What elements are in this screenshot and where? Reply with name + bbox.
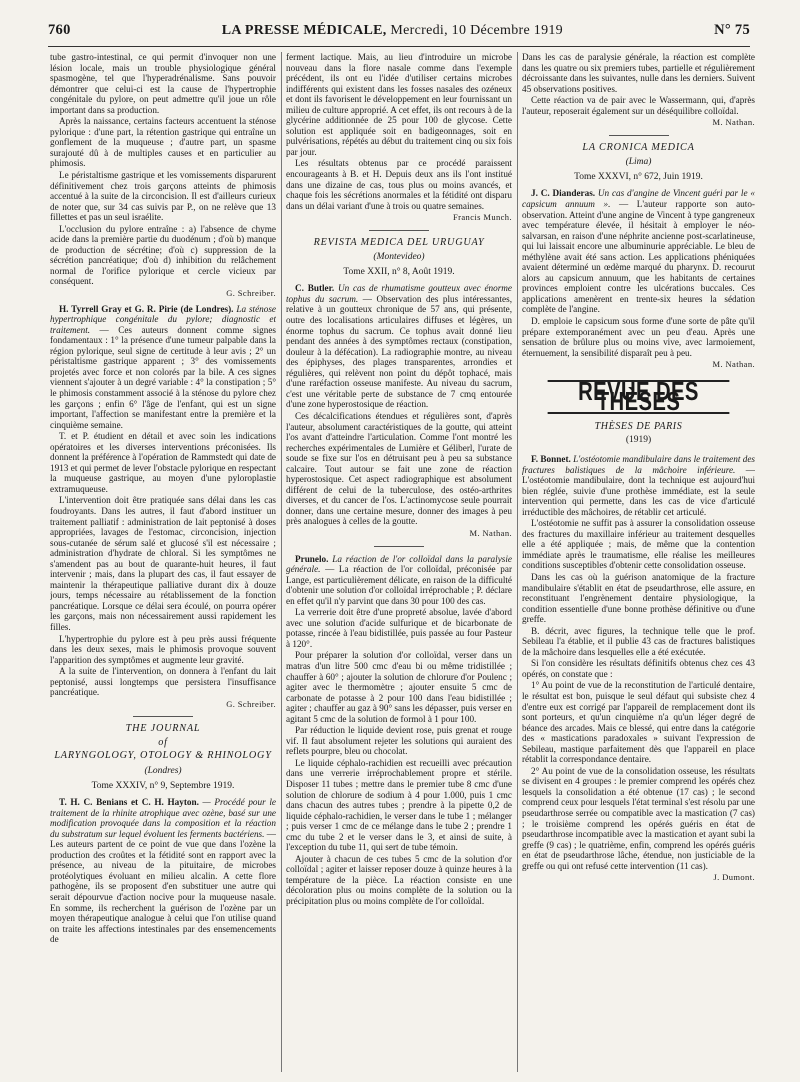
- paragraph: L'intervention doit être pratiquée sans délai dans les cas foudroyants. Dans les autres, il faut d'abord instituer un traitement palliatif : administration de lait peptonisé à doses appropriées, lavages de l'estomac, circoncision, injection sous-cutanée de sérum salé et glucosé s'il est nécessaire ; administration d'hydrate de chloral. Si les symptômes ne s'amendent pas au bout de quarante-huit heures, il faut intervenir ; mais, dans la plupart des cas, il faut essayer de maintenir la thérapeutique palliative durant dix à douze jours, temps nécessaire au rétablissement de la fonction pancréatique. Lorsque ce délai sera écoulé, on pourra opérer les garçons, mais non nécessairement aussi rapidement les filles.: [50, 495, 276, 632]
- paragraph: Dans les cas de paralysie générale, la réaction est complète dans les quatre ou six premiers tubes, partielle et régulièrement décroissante dans les suivantes, nulle dans les derniers. Suivent 45 observations positives.: [522, 52, 755, 94]
- column-3: [522, 52, 755, 1072]
- article: [286, 554, 512, 607]
- issue-number: N° 75: [714, 22, 750, 38]
- journal-volume: Tome XXXIV, n° 9, Septembre 1919.: [91, 780, 235, 791]
- journal-title: REVISTA MEDICA DEL URUGUAY: [313, 236, 485, 248]
- separator: [133, 716, 193, 717]
- article-title: L'ostéotomie mandibulaire dans le traitement des fractures balistiques de la mâchoire inférieure.: [522, 453, 755, 475]
- journal-city: (Lima): [625, 157, 652, 168]
- article-authors: J. C. Dianderas.: [531, 188, 596, 199]
- journal-volume: Tome XXXVI, n° 672, Juin 1919.: [574, 171, 703, 182]
- author-signature: J. Dumont.: [713, 872, 755, 883]
- page-number: 760: [48, 22, 71, 38]
- paragraph: Si l'on considère les résultats définitifs obtenus chez ces 43 opérés, on constate que :: [522, 658, 755, 679]
- paragraph: La verrerie doit être d'une propreté absolue, lavée d'abord avec une solution d'acide sulfurique et de bicarbonate de potasse, rincée à l'eau bidistillée, puis passée au four Pasteur à 120°.: [286, 607, 512, 649]
- author-signature: M. Nathan.: [712, 359, 755, 370]
- author-signature: M. Nathan.: [712, 117, 755, 128]
- article-text: — Les auteurs partent de ce point de vue que dans l'ozène la production des croûtes et la fétidité sont en rapport avec la présence, au niveau de la pituitaire, de microbes protéolytiques évoluant en milieu alcalin. A cette flore pathogène, ils se proposent d'en substituer une autre qui serait dépourvue d'action nocive pour la muqueuse nasale. En somme, ils recherchent la guérison de l'ozène par un moyen thérapeutique analogue à celui que l'on utilise quand on traite les affections intestinales par des ensemencements de: [50, 828, 276, 945]
- article-title: Un cas d'angine de Vincent guéri par le « capsicum annuum ».: [522, 188, 755, 210]
- journal-city: (Montevideo): [373, 252, 425, 263]
- article-text: — Ces auteurs donnent comme signes fondamentaux : 1° la présence d'une tumeur palpable dans la région pylorique, seul signe de certitude à leur avis ; 2° un péristaltisme gastrique apparent ; 3° des vomissements projetés avec force et non colorés par la bile. A ces signes viennent s'ajouter à un degré variable : 4° la constipation ; 5° le phimosis constamment associé à la sténose du pylore chez les garçons ; enfin 6° l'âge de l'enfant, qui est un signe important, l'affection se manifestant entre la première et la cinquième semaine.: [50, 324, 276, 430]
- separator: [609, 135, 669, 136]
- paragraph: T. et P. étudient en détail et avec soin les indications opératoires et les diverses interventions préconisées. Ils donnent la préférence à l'opération de Rammstedt qui date de 1913 et qui permet de lever l'obstacle pylorique en respectant la muqueuse gastrique, au moyen d'une pyloroplastie extramuqueuse.: [50, 431, 276, 494]
- paragraph: Dans les cas où la guérison anatomique de la fracture mandibulaire s'établit en état de pseudarthrose, elle assure, en reconstituant l'engrènement dentaire physiologique, la condition essentielle d'une bonne prothèse définitive ou d'une greffe.: [522, 571, 755, 625]
- author-signature: G. Schreiber.: [226, 698, 276, 709]
- article-title: La réaction de l'or colloïdal dans la paralysie générale.: [286, 553, 512, 575]
- separator: [369, 230, 429, 231]
- article-authors: Prunelo.: [295, 553, 329, 564]
- article: [286, 283, 512, 410]
- article-authors: T. H. C. Benians et C. H. Hayton.: [59, 797, 199, 808]
- running-title: [222, 23, 563, 39]
- article-authors: F. Bonnet.: [531, 453, 571, 464]
- column-2: [286, 52, 512, 1072]
- paragraph: L'occlusion du pylore entraîne : a) l'absence de chyme acide dans la première partie du duodénum ; d'où b) manque de production de sécrétine; d'où c) suppression de la sécrétion pancréatique; d'où d) inhibition du relâchement normal de l'orifice pylorique et cercle vicieux par conséquent.: [50, 223, 276, 287]
- column-1: [50, 52, 276, 1072]
- paragraph: Après la naissance, certains facteurs accentuent la sténose pylorique : d'une part, la rétention gastrique qui entraîne un gonflement de la muqueuse ; d'autre part, un spasme surajouté dû à de multiples causes et en particulier au phimosis.: [50, 116, 276, 169]
- paragraph: 1° Au point de vue de la reconstitution de l'articulé dentaire, le résultat est bon, puisque le seul défaut qui subsiste chez 4 d'entre eux est corrigé par l'appareil de remplacement dont ils sont porteurs, et qu'un cinquième n'a qu'un léger degré de béance des arcades. Mais ce blessé, qui entre dans la catégorie des « mastications paradoxales » suivant l'expression de Sebileau, mastique parfaitement dès que l'appareil en place rétablit la correspondance dentaire.: [522, 680, 755, 765]
- paragraph: L'hypertrophie du pylore est à peu près aussi fréquente dans les deux sexes, mais le phimosis provoque souvent l'apparition des symptômes et augmente leur gravité.: [50, 633, 276, 665]
- paragraph: Cette réaction va de pair avec le Wassermann, qui, d'après l'auteur, reposerait également sur un déséquilibre colloïdal.: [522, 95, 755, 116]
- running-head: [48, 22, 750, 47]
- paragraph: Par réduction le liquide devient rose, puis grenat et rouge vif. Il faut absolument rejeter les solutions qui auraient des reflets pourpre, bleu ou chocolat.: [286, 725, 512, 757]
- paragraph: Les résultats obtenus par ce procédé paraissent encourageants à B. et H. Depuis deux ans ils l'ont institué dans une dizaine de cas, tous plus ou moins avancés, et chaque fois les sécrétions anormales et la fétidité ont disparu dans un délai variant d'une à trois ou quatre semaines.: [286, 158, 512, 211]
- journal-title: THE JOURNAL: [125, 723, 201, 735]
- article: [522, 454, 755, 517]
- issue-date: Mercredi, 10 Décembre 1919: [386, 23, 563, 38]
- paragraph: B. décrit, avec figures, la technique telle que le prof. Sebileau l'a établie, et il publie 43 cas de fractures balistiques de la mâchoire dans lesquelles elle a été exécutée.: [522, 625, 755, 657]
- paragraph: tube gastro-intestinal, ce qui permit d'invoquer non une lésion locale, mais un trouble physiologique général spasmogène, tel que l'hyperadrénalisme. Sans pouvoir démontrer que celui-ci est la cause de l'hypertrophie congénitale du pylore, on peut admettre qu'il joue un rôle important dans sa production.: [50, 52, 276, 115]
- paragraph: Pour préparer la solution d'or colloïdal, verser dans un matras d'un litre 500 cmc d'eau bi ou même tridistillée ; chauffer à 60° ; ajouter la solution de chlorure d'or Poulenc ; agiter avec le thermomètre ; ajouter ensuite 5 cmc de carbonate de potasse à 2 pour 100 dans l'eau bidistillée ; agiter ; chauffer au gaz à 90° sans les dépasser, puis verser en agitant 5 cmc de la solution de formol à 1 pour 100.: [286, 650, 512, 724]
- author-signature: Francis Munch.: [453, 212, 512, 223]
- column-rule: [517, 52, 518, 1072]
- article-text: — La réaction de l'or colloïdal, préconisée par Lange, est particulièrement délicate, en raison de la difficulté d'obtenir une solution d'or colloïdal irréprochable ; P. déclare en effet qu'il n'y parvint que dans 30 pour 100 des cas.: [286, 564, 512, 606]
- journal-title-line: LARYNGOLOGY, OTOLOGY & RHINOLOGY: [54, 750, 272, 762]
- paragraph: ferment lactique. Mais, au lieu d'introduire un microbe nouveau dans la flore nasale comme dans l'exemple précédent, ils ont eu l'idée d'utiliser certains microbes indifférents qui existent dans les fosses nasales des ozéneux et dont ils favorisent le développement en leur fournissant un milieu de culture approprié. A cet effet, ils ont recours à de la glycérine additionnée de 25 pour 100 de glycose. Cette solution est appliquée soit en badigeonnages, soit en pulvérisations, répétés au début du traitement cinq ou six fois par jour.: [286, 52, 512, 157]
- article-title: La sténose hypertrophique congénitale du pylore; diagnostic et traitement.: [50, 303, 276, 335]
- paragraph: Ajouter à chacun de ces tubes 5 cmc de la solution d'or colloïdal ; agiter et laisser reposer douze à quinze heures à la température de la pièce. La réaction consiste en une décoloration plus ou moins complète de la solution ou la précipitation plus ou moins complète de l'or colloïdal.: [286, 853, 512, 907]
- column-rule: [281, 52, 282, 1072]
- article-text: — L'ostéotomie mandibulaire, dont la technique est aujourd'hui bien réglée, suivie d'une prothèse immédiate, est la seule intervention qui permette, dans les cas de vice d'articulé irréductible des mâchoires, de rétablir cet articulé.: [522, 464, 755, 517]
- article-title: Un cas de rhumatisme goutteux avec énorme tophus du sacrum.: [286, 283, 512, 304]
- journal-name: LA PRESSE MÉDICALE,: [221, 23, 387, 38]
- journal-city: (Londres): [144, 766, 182, 776]
- article-authors: C. Butler.: [295, 283, 335, 294]
- article: [50, 304, 276, 431]
- article: [522, 188, 755, 315]
- paragraph: D. emploie le capsicum sous forme d'une sorte de pâte qu'il prépare extemporanément avec un peu d'eau. Après une sensation de brûlure plus ou moins vive, avec larmoiement, éternuement, la sensibilité disparaît peu à peu.: [522, 316, 755, 358]
- paragraph: 2° Au point de vue de la consolidation osseuse, les résultats se divisent en 4 groupes : le premier comprend les opérés chez lesquels la consolidation a été obtenue (17 cas) ; le second comprend ceux pour lesquels l'état terminal s'est résolu par une pseudarthrose serrée ou compatible avec la mastication (7 cas) ; le troisième comprend les opérés guéris en état de pseudarthrose incompatible avec la mastication et ayant subi la greffe (9 cas) ; le quatrième, enfin, comprend les opérés guéris en état de pseudarthrose lâche, étendue, non justiciable de la greffe ou qui ont refusé cette intervention (11 cas).: [522, 765, 755, 871]
- article-text: — L'auteur rapporte son auto-observation. Atteint d'une angine de Vincent à type gangreneux avec température élevée, il hésitait à employer le néo-salvarsan, en raison d'une néphrite ancienne post-scarlatineuse, qui lui laissait encore une albuminurie appréciable. Le bleu de méthylène avait été sans action. Les applications phéniquées avaient déterminé un œdème marqué du pharynx. D. recourut alors au capsicum annuum, que les habitants de certaines provinces emploient contre les ulcérations buccales. Ces applications amenèrent en trente-six heures la sédation complète de l'angine.: [522, 199, 755, 315]
- journal-title-of: of: [158, 736, 168, 748]
- theses-title: THÈSES DE PARIS: [594, 420, 683, 432]
- author-signature: G. Schreiber.: [226, 288, 276, 299]
- article: [50, 797, 276, 945]
- paragraph: L'ostéotomie ne suffit pas à assurer la consolidation osseuse des fractures du maxillaire inférieur au traitement desquelles elle a été appliquée ; mais, de même que la contention immédiate après le traumatisme, elle réalise les meilleures conditions susceptibles d'obtenir cette consolidation osseuse.: [522, 518, 755, 571]
- author-signature: M. Nathan.: [469, 527, 512, 538]
- paragraph: A la suite de l'intervention, on donnera à l'enfant du lait peptonisé, aussi longtemps que persistera l'insuffisance pancréatique.: [50, 666, 276, 698]
- article-title: — Procédé pour le traitement de la rhinite atrophique avec ozène, basé sur une modification provoquée dans la composition et la réaction du substratum sur lequel évoluent les ferments bactériens.: [50, 797, 276, 839]
- article-text: — Observation des plus intéressantes, relative à un goutteux chronique de 57 ans, qui présente, outre des localisations articulaires diffuses et légères, un énorme tophus du sacrum. Ce tophus avait donné lieu pendant des années à des symptômes rectaux (constipation, douleur à la défécation). La radiographie montre, au niveau des épiphyses, des plages transparentes, arrondies et régulières, qui relèvent non point du dépôt tophacé, mais d'une raréfaction osseuse manifeste. Au niveau du sacrum, c'est une véritable perte de substance de 7 cmq entourée d'une zone hyperostosique de réaction.: [286, 293, 512, 410]
- journal-volume: Tome XXII, n° 8, Août 1919.: [343, 266, 455, 277]
- theses-year: (1919): [625, 435, 652, 446]
- paragraph: Le liquide céphalo-rachidien est recueilli avec précaution dans une verrerie irréprochablement propre et stérile. Disposer 11 tubes ; mettre dans le premier tube 8 cmc d'une solution de chlorure de sodium à 4 pour 1.000, puis 1 cmc dans chacun des autres tubes ; prendre à la pipette 0,2 de liquide céphalo-rachidien, le verser dans le tube 1 ; mélanger ; puis verser 1 cmc de ce mélange dans le tube 2 ; prendre 1 cmc du tube 2 et le verser dans le 3, et ainsi de suite, à l'exception du tube 11, qui sert de tube témoin.: [286, 757, 512, 853]
- section-heading: REVUE DES THÈSES: [548, 380, 730, 414]
- paragraph: Le péristaltisme gastrique et les vomissements disparurent définitivement chez trois garçons atteints de phimosis accentué à la suite de la circoncision. Il est d'ailleurs curieux de noter que, sur 34 cas suivis par P., on ne relève que 13 fillettes et pas un seul israélite.: [50, 170, 276, 223]
- article-authors: H. Tyrrell Gray et G. R. Pirie (de Londres).: [59, 303, 234, 314]
- paragraph: Ces décalcifications étendues et régulières sont, d'après l'auteur, absolument caractéristiques de la goutte, qui atteint l'os avant d'atteindre l'articulation. Comme l'ont montré les recherches expérimentales de Lumière et Géliberl, l'urate de soude se fixe sur l'os en détruisant peu à peu sa substance calcaire. Tout autour se fait une zone de réaction hyperostosique. Cet aspect radiographique est absolument différent de celui de la tuberculose, des ostéo-arthrites diverses, et du cancer de l'os. L'actinomycose seule pourrait donner, dans une certaine mesure, donner des images à peu près analogues à celles de la goutte.: [286, 410, 512, 527]
- journal-title: LA CRONICA MEDICA: [582, 141, 695, 153]
- separator: [374, 546, 424, 547]
